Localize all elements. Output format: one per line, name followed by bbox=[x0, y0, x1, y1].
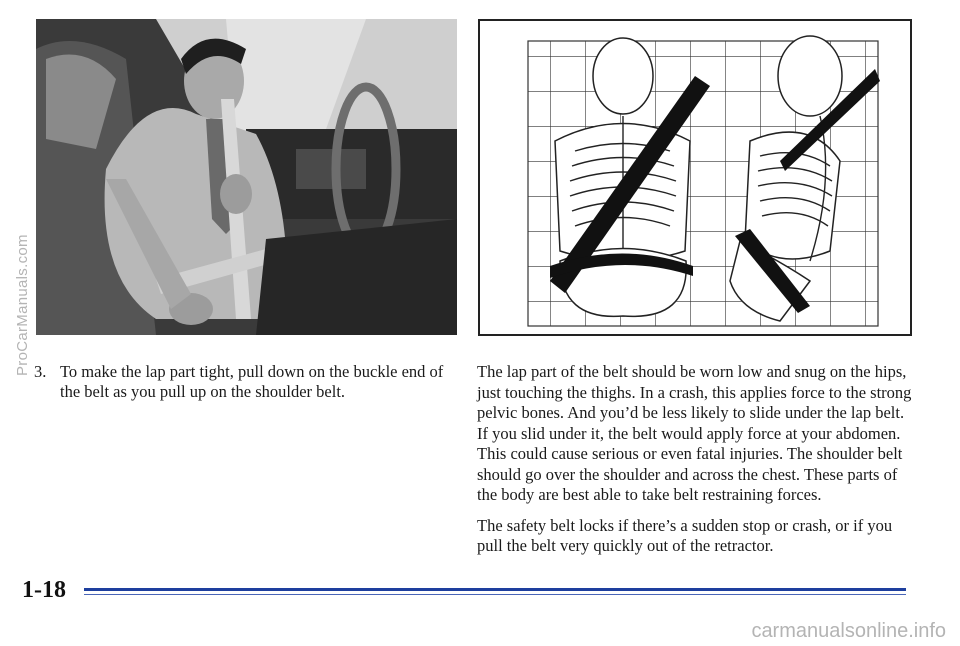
paragraph-belt-locks: The safety belt locks if there’s a sudden stop or crash, or if you pull the belt very quickly out of the retractor. bbox=[477, 515, 893, 555]
watermark-side: ProCarManuals.com bbox=[14, 234, 31, 376]
belt-position-diagram bbox=[478, 19, 912, 336]
footer-rule bbox=[84, 588, 906, 591]
footer-rule-thin bbox=[84, 594, 906, 595]
step-text: To make the lap part tight, pull down on the buckle end of the belt as you pull up on the shoulder belt. bbox=[60, 362, 444, 401]
photo-driver-buckling-belt bbox=[36, 19, 457, 335]
instruction-step-3 bbox=[34, 362, 454, 402]
paragraph-lap-belt: The lap part of the belt should be worn low and snug on the hips, just touching the thighs. In a crash, this applies force to the strong pelvic bones. And you’d be less likely to slide under the lap belt. If you slid under it, the belt would apply force at your abdomen. This could cause serious or even fatal injuries. The shoulder belt should go over the shoulder and across the chest. These parts of the body are best able to take belt restraining forces. bbox=[477, 362, 912, 504]
skeleton-grid-illustration bbox=[480, 21, 910, 334]
photo-illustration bbox=[36, 19, 457, 335]
body-text-column bbox=[477, 362, 913, 567]
page-number: 1-18 bbox=[22, 577, 66, 603]
step-number: 3. bbox=[34, 362, 47, 381]
watermark-bottom: carmanualsonline.info bbox=[751, 620, 946, 642]
